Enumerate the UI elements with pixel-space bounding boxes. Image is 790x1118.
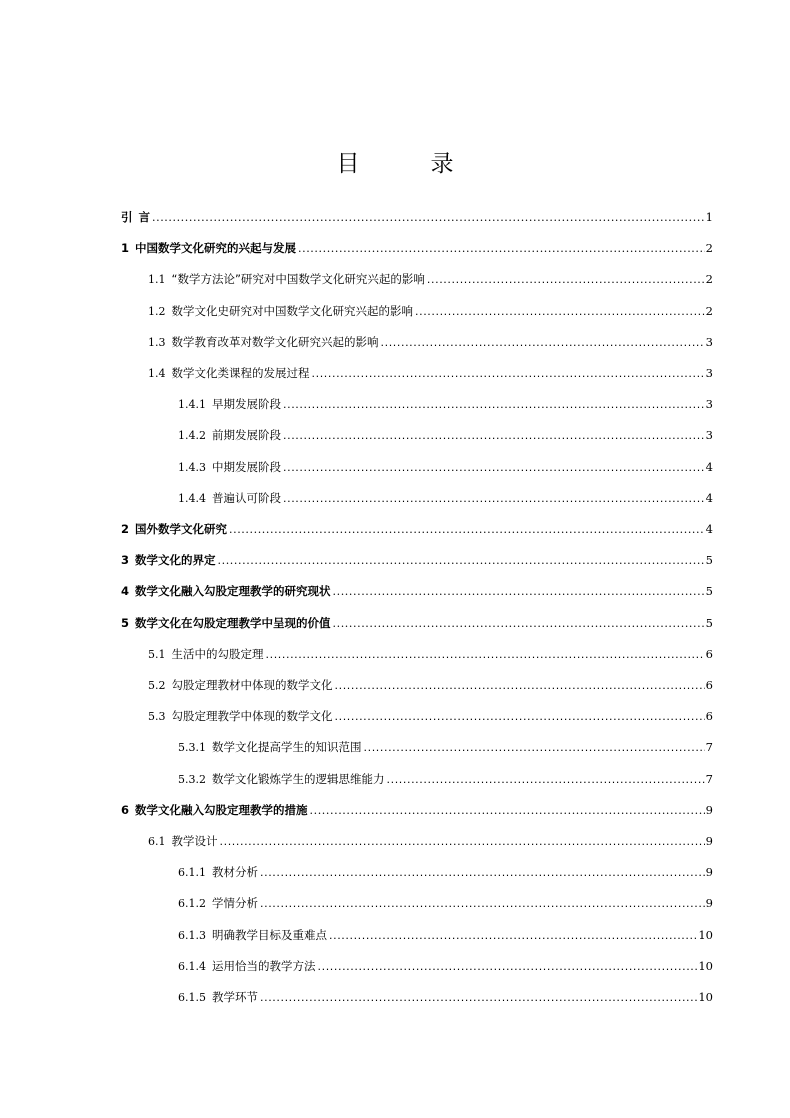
toc-entry — [121, 238, 713, 258]
toc-entry-page: 6 — [705, 678, 713, 692]
dot-leader — [335, 707, 705, 727]
page-title: 目 录 — [336, 151, 478, 177]
toc-entry-number: 6.1.1 — [178, 866, 206, 880]
toc-entry — [148, 831, 713, 851]
toc-entry — [178, 394, 713, 414]
toc-entry-title: 教学设计 — [171, 834, 218, 848]
toc-entry-number: 6.1.4 — [178, 959, 206, 973]
toc-entry — [148, 363, 713, 383]
toc-entry-number: 1 — [121, 241, 130, 256]
toc-entry-number: 1.3 — [148, 335, 166, 349]
toc-entry — [178, 862, 713, 882]
toc-entry — [148, 269, 713, 289]
dot-leader — [298, 239, 705, 259]
toc-entry — [121, 519, 713, 539]
dot-leader — [218, 551, 705, 571]
dot-leader — [152, 208, 705, 228]
dot-leader — [283, 426, 705, 446]
toc-entry — [148, 332, 713, 352]
toc-entry-title: 言 — [138, 210, 150, 224]
toc-entry-page: 10 — [698, 990, 713, 1004]
toc-entry — [178, 893, 713, 913]
dot-leader — [229, 520, 705, 540]
toc-entry-number: 5.1 — [148, 647, 166, 661]
toc-entry-number: 5.2 — [148, 679, 166, 692]
toc-entry-number: 6.1 — [148, 835, 166, 848]
toc-entry-number: 1.4.1 — [178, 398, 206, 412]
toc-entry-number: 6.1.3 — [178, 928, 206, 942]
toc-entry-page: 2 — [705, 241, 713, 256]
toc-entry-page: 5 — [705, 584, 713, 599]
toc-entry-number: 1.4.4 — [178, 491, 206, 505]
toc-entry — [121, 800, 713, 820]
dot-leader — [427, 270, 705, 290]
toc-entry-page: 2 — [705, 303, 713, 318]
toc-entry-page: 7 — [705, 740, 713, 755]
toc-entry — [148, 644, 713, 664]
toc-entry — [148, 675, 713, 695]
toc-entry-title: 国外数学文化研究 — [135, 522, 228, 536]
toc-entry — [121, 613, 713, 633]
toc-entry-number: 5.3.1 — [178, 741, 206, 755]
toc-entry-page: 5 — [705, 615, 713, 630]
toc-entry-number: 引 — [121, 210, 133, 224]
dot-leader — [333, 582, 705, 602]
toc-entry-number: 6 — [121, 802, 130, 817]
toc-entry-page: 4 — [705, 490, 713, 505]
toc-entry-title: 明确教学目标及重难点 — [212, 927, 327, 942]
toc-entry-title: 教材分析 — [212, 865, 258, 880]
dot-leader — [310, 801, 705, 821]
toc-entry-page: 10 — [698, 958, 713, 973]
toc-entry-title: 中国数学文化研究的兴起与发展 — [135, 241, 297, 256]
toc-entry-title: 数学文化融入勾股定理教学的研究现状 — [135, 584, 331, 599]
toc-entry — [178, 956, 713, 976]
toc-entry-number: 5.3 — [148, 710, 166, 724]
toc-entry-number: 1.4.2 — [178, 429, 206, 443]
toc-entry-title: 数学文化类课程的发展过程 — [171, 366, 310, 380]
toc-entry-title: 教学环节 — [212, 990, 258, 1004]
toc-entry-page: 6 — [705, 709, 713, 724]
toc-entry-number: 1.4.3 — [178, 460, 206, 474]
toc-entry — [178, 987, 713, 1007]
dot-leader — [329, 926, 697, 946]
toc-entry-page: 4 — [705, 522, 713, 536]
toc-entry-page: 5 — [705, 553, 713, 568]
toc-entry-title: 运用恰当的教学方法 — [212, 958, 316, 973]
dot-leader — [266, 645, 705, 665]
toc-entry-page: 6 — [705, 646, 713, 661]
dot-leader — [260, 863, 705, 883]
toc-entry-number: 5 — [121, 615, 130, 630]
dot-leader — [335, 676, 705, 696]
toc-entry-title: 前期发展阶段 — [212, 428, 281, 443]
toc-entry-page: 3 — [705, 366, 713, 380]
toc-entry-page: 1 — [705, 210, 713, 224]
dot-leader — [381, 333, 705, 353]
toc-entry-title: 早期发展阶段 — [212, 397, 281, 412]
toc-entry-title: 数学文化史研究对中国数学文化研究兴起的影响 — [171, 303, 413, 318]
dot-leader — [283, 458, 705, 478]
toc-entry — [178, 425, 713, 445]
toc-entry-title: 勾股定理教学中体现的数学文化 — [171, 709, 333, 724]
toc-entry-title: 数学文化锻炼学生的逻辑思维能力 — [212, 771, 385, 786]
toc-entry-number: 5.3.2 — [178, 772, 206, 786]
toc-entry-page: 3 — [705, 334, 713, 349]
toc-entry-number: 6.1.2 — [178, 897, 206, 911]
toc-entry-number: 4 — [121, 584, 130, 599]
dot-leader — [260, 988, 697, 1008]
toc-entry-title: 数学文化的界定 — [135, 553, 216, 568]
toc-entry-title: 勾股定理教材中体现的数学文化 — [171, 678, 333, 692]
dot-leader — [312, 364, 705, 384]
toc-entry — [121, 550, 713, 570]
toc-entry-page: 10 — [698, 927, 713, 942]
dot-leader — [220, 832, 705, 852]
toc-entry-title: 数学文化提高学生的知识范围 — [212, 740, 362, 755]
toc-entry-page: 9 — [705, 896, 713, 911]
toc-entry — [178, 925, 713, 945]
toc-entry — [148, 706, 713, 726]
toc-entry — [178, 488, 713, 508]
toc-entry-page: 3 — [705, 428, 713, 443]
dot-leader — [333, 614, 705, 634]
toc-entry-number: 3 — [121, 553, 130, 568]
toc-entry — [121, 207, 713, 227]
toc-entry-number: 1.2 — [148, 304, 166, 318]
toc-entry-page: 2 — [705, 272, 713, 287]
toc-entry — [178, 769, 713, 789]
toc-entry — [148, 301, 713, 321]
toc-entry — [178, 457, 713, 477]
toc-entry-number: 6.1.5 — [178, 991, 206, 1004]
toc-entry-title: 数学文化在勾股定理教学中呈现的价值 — [135, 615, 331, 630]
toc-entry-page: 4 — [705, 459, 713, 474]
toc-entry-page: 9 — [705, 865, 713, 880]
toc-entry-number: 1.1 — [148, 273, 166, 287]
dot-leader — [283, 395, 705, 415]
dot-leader — [387, 770, 705, 790]
toc-entry-number: 2 — [121, 522, 130, 536]
toc-entry-page: 7 — [705, 771, 713, 786]
dot-leader — [318, 957, 698, 977]
dot-leader — [364, 738, 705, 758]
toc-entry-page: 9 — [705, 834, 713, 848]
toc-entry-title: 数学文化融入勾股定理教学的措施 — [135, 802, 308, 817]
toc-entry-title: 学情分析 — [212, 896, 258, 911]
toc-entry-title: 生活中的勾股定理 — [171, 646, 264, 661]
dot-leader — [260, 894, 705, 914]
toc-entry-title: 中期发展阶段 — [212, 459, 281, 474]
toc-entry-title: “数学方法论”研究对中国数学文化研究兴起的影响 — [171, 272, 425, 287]
toc-entry-title: 普遍认可阶段 — [212, 490, 281, 505]
dot-leader — [283, 489, 705, 509]
toc-entry — [121, 581, 713, 601]
toc-entry-title: 数学教育改革对数学文化研究兴起的影响 — [171, 334, 379, 349]
toc-entry-page: 3 — [705, 397, 713, 412]
toc-entry — [178, 737, 713, 757]
toc-entry-number: 1.4 — [148, 367, 166, 380]
dot-leader — [415, 302, 705, 322]
toc-entry-page: 9 — [705, 802, 713, 817]
